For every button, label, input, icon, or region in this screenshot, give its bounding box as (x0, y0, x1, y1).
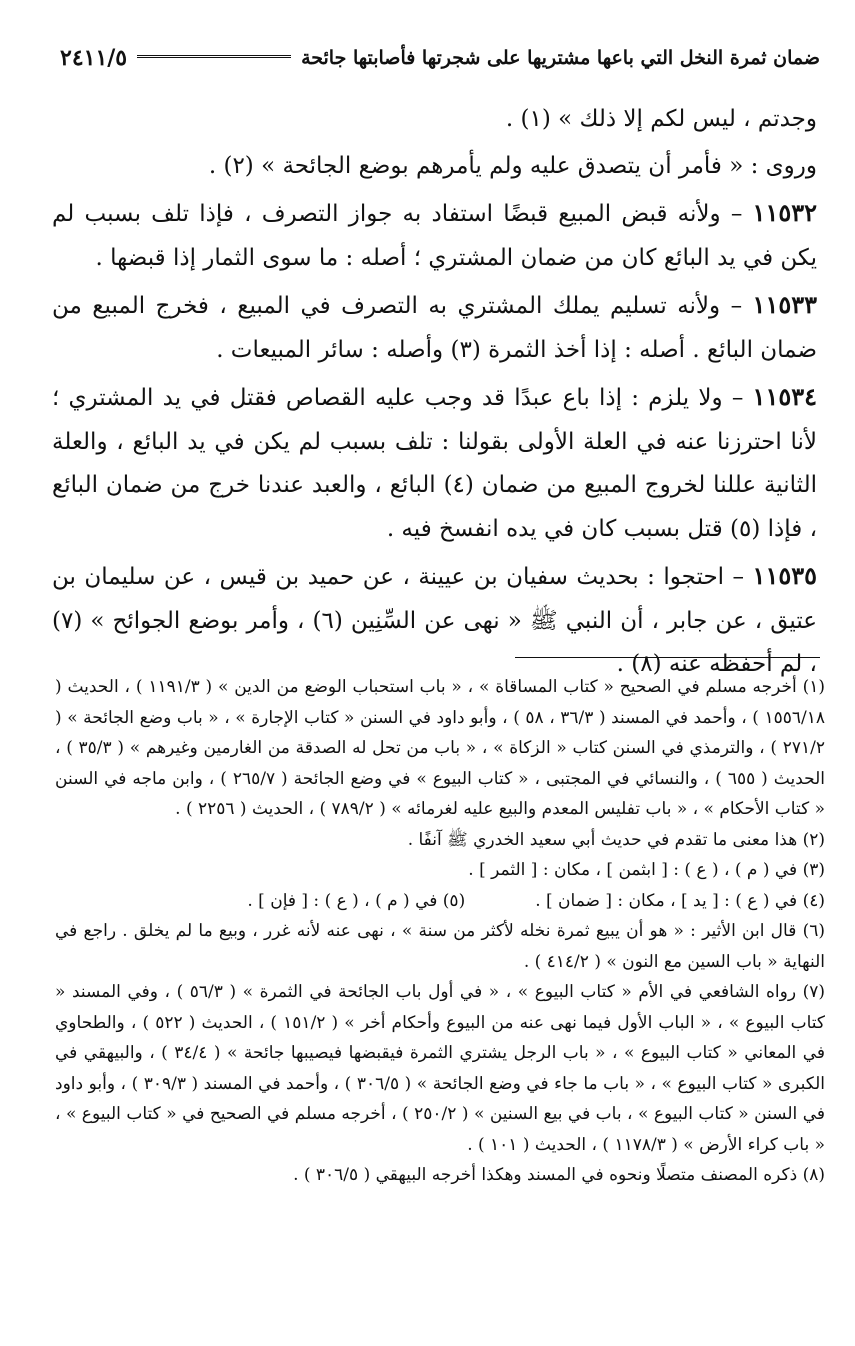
footnotes (55, 672, 825, 1191)
page-number: ٢٤١١/٥ (60, 45, 128, 71)
running-title: ضمان ثمرة النخل التي باعها مشتريها على شجرتها فأصابتها جائحة (301, 47, 820, 69)
footnote-row-4-5 (55, 886, 825, 917)
paragraph-11532 (52, 191, 817, 280)
paragraph-11534 (52, 375, 817, 551)
footnote-1: (١) أخرجه مسلم في الصحيح « كتاب المساقاة » ، « باب استحباب الوضع من الدين » ( ١١٩١/٣ ) ، الحديث ( ١٥٥٦/١٨ ) ، وأحمد في المسند ( ٣٦/٣ ، ٥٨ ) ، وأبو داود في السنن « كتاب الإجارة » ، « باب وضع الجائحة » ( ٢٧١/٢ ) ، والترمذي في السنن كتاب « الزكاة » ، « باب من تحل له الصدقة من الغارمين وغيرهم » ( ٣٥/٣ ) ، الحديث ( ٦٥٥ ) ، والنسائي في المجتبى ، « كتاب البيوع » في وضع الجائحة ( ٢٦٥/٧ ) ، وابن ماجه في السنن « كتاب الأحكام » ، « باب تفليس المعدم والبيع عليه لغرمائه » ( ٧٨٩/٢ ) ، الحديث ( ٢٢٥٦ ) . (55, 677, 825, 819)
main-text (52, 98, 817, 687)
footnote-8: (٨) ذكره المصنف متصلًا ونحوه في المسند وهكذا أخرجه البيهقي ( ٣٠٦/٥ ) . (293, 1165, 825, 1185)
footnote-3: (٣) في ( م ) ، ( ع ) : [ ابثمن ] ، مكان : [ الثمر ] . (468, 860, 825, 880)
footnote-7: (٧) رواه الشافعي في الأم « كتاب البيوع » ، « في أول باب الجائحة في الثمرة » ( ٥٦/٣ ) ، وفي المسند « كتاب البيوع » ، « الباب الأول فيما نهى عنه من البيوع وأحكام أخر » ( ١٥١/٢ ) ، الحديث ( ٥٢٢ ) ، والطحاوي في المعاني « كتاب البيوع » ، « باب الرجل يشتري الثمرة فيقبضها فيصيبها جائحة » ( ٣٤/٤ ) ، والبيهقي في الكبرى « كتاب البيوع » ، « باب ما جاء في وضع الجائحة » ( ٣٠٦/٥ ) ، وأحمد في المسند ( ٣٠٩/٣ ) ، وأبو داود في السنن « كتاب البيوع » ، باب في بيع السنين » ( ٢٥٠/٢ ) ، أخرجه مسلم في الصحيح في « كتاب البيوع » ، « باب كراء الأرض » ( ١١٧٨/٣ ) ، الحديث ( ١٠١ ) . (55, 982, 826, 1155)
header-rule (137, 55, 291, 61)
page-header (60, 40, 820, 76)
paragraph-2: وروى : « فأمر أن يتصدق عليه ولم يأمرهم بوضع الجائحة » (٢) . (208, 152, 817, 179)
paragraph-number: ١١٥٣٣ (752, 290, 817, 319)
footnote-4: (٤) في ( ع ) : [ يد ] ، مكان : [ ضمان ] . (535, 890, 825, 911)
footnote-6: (٦) قال ابن الأثير : « هو أن يبيع ثمرة نخله لأكثر من سنة » ، نهى عنه لأنه غرر ، وبيع ما لم يخلق . راجع في النهاية « باب السين مع النون » ( ٤١٤/٢ ) . (55, 921, 825, 972)
paragraph-11533 (52, 283, 817, 372)
paragraph-number: ١١٥٣٤ (752, 382, 817, 411)
paragraph-number: ١١٥٣٥ (752, 561, 817, 590)
paragraph-text: – ولا يلزم : إذا باع عبدًا قد وجب عليه القصاص فقتل في يد المشتري ؛ لأنا احترزنا عنه في العلة الأولى بقولنا : تلف بسبب لم يكن في يد البائع ، والعلة الثانية عللنا لخروج المبيع من ضمان (٤) البائع ، والعبد عندنا خرج من ضمان البائع ، فإذا (٥) قتل بسبب كان في يده انفسخ فيه . (52, 385, 817, 542)
paragraph-text: – ولأنه قبض المبيع قبضًا استفاد به جواز التصرف ، فإذا تلف بسبب لم يكن في يد البائع كان من ضمان المشتري ؛ أصله : ما سوى الثمار إذا قبضها . (52, 201, 817, 271)
footnote-separator (515, 657, 820, 658)
footnote-2: (٢) هذا معنى ما تقدم في حديث أبي سعيد الخدري ﷺ آنفًا . (407, 829, 825, 850)
paragraph-text: – ولأنه تسليم يملك المشتري به التصرف في المبيع ، فخرج المبيع من ضمان البائع . أصله : إذا أخذ الثمرة (٣) وأصله : سائر المبيعات . (52, 293, 817, 363)
paragraph-11535 (52, 554, 817, 687)
paragraph-number: ١١٥٣٢ (752, 198, 817, 227)
paragraph-1: وجدتم ، ليس لكم إلا ذلك » (١) . (505, 106, 817, 132)
footnote-5: (٥) في ( م ) ، ( ع ) : [ فإن ] . (247, 890, 466, 911)
paragraph-text: – احتجوا : بحديث سفيان بن عيينة ، عن حميد بن قيس ، عن سليمان بن عتيق ، عن جابر ، أن النبي ﷺ « نهى عن السِّنِين (٦) ، وأمر بوضع الجوائح » (٧) ، لم أحفظه عنه (٨) . (52, 564, 817, 677)
